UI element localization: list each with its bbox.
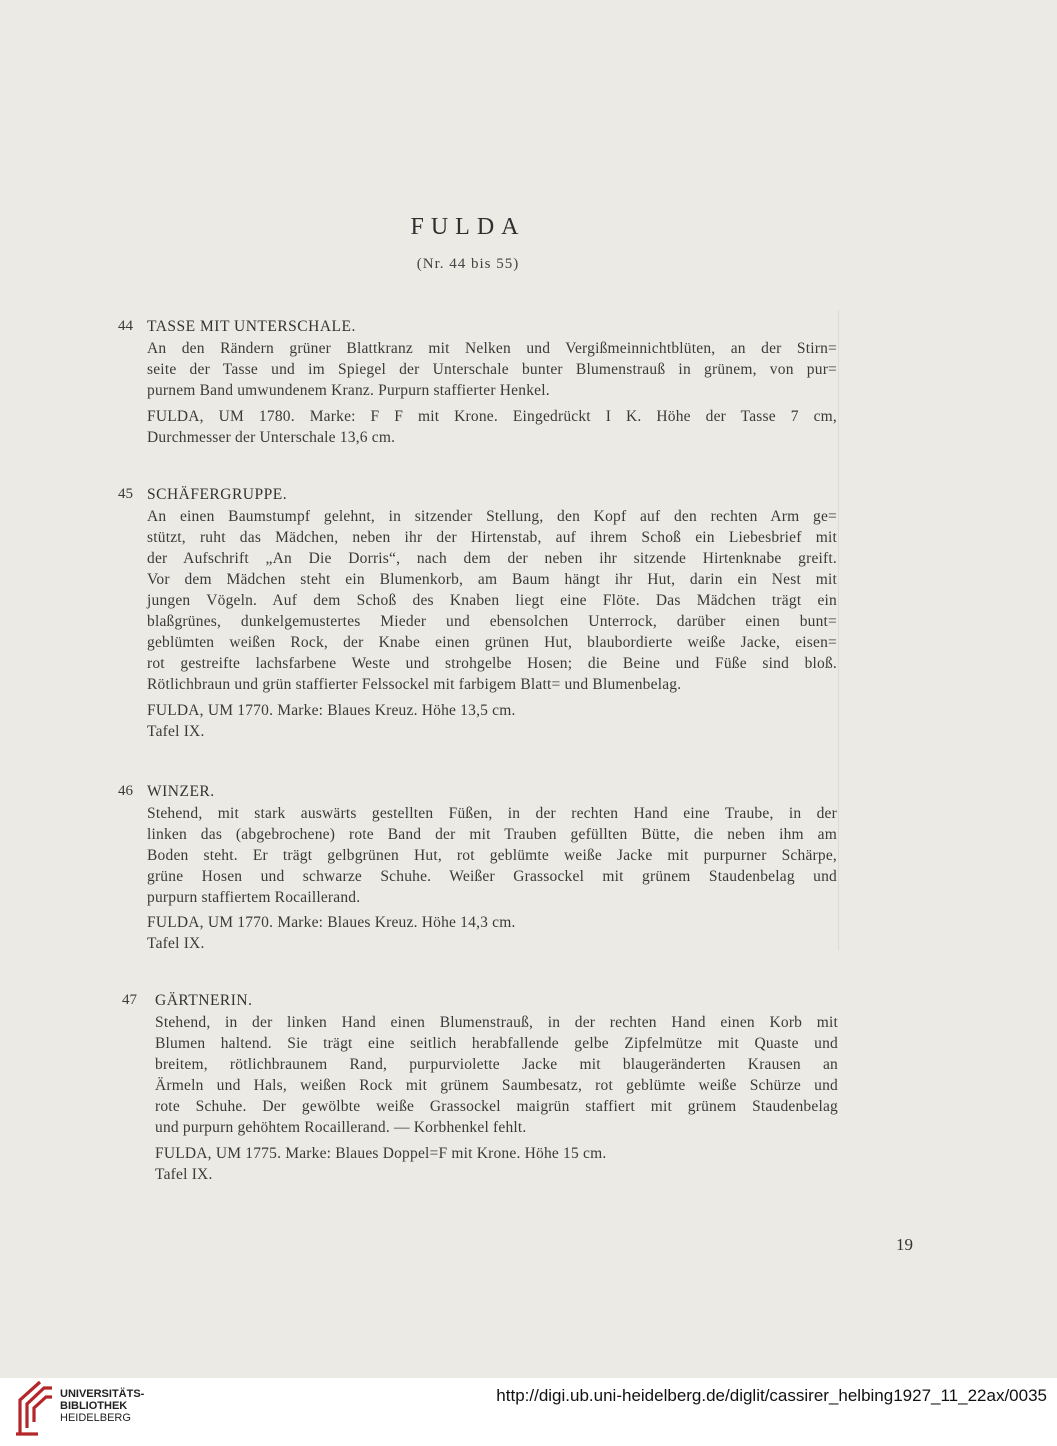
page-title: FULDA: [410, 214, 526, 240]
entry-number: 44: [118, 318, 133, 334]
entry-text-line: blaßgrünes, dunkelgemustertes Mieder und ebensolchen Unterrock, darüber einen bunt=: [147, 613, 837, 630]
entry-text-line: jungen Vögeln. Auf dem Schoß des Knaben liegt eine Flöte. Das Mädchen trägt ein: [147, 592, 837, 609]
library-name-line: UNIVERSITÄTS-: [60, 1388, 145, 1400]
entry-provenance-line: FULDA, UM 1780. Marke: F F mit Krone. Eingedrückt I K. Höhe der Tasse 7 cm,: [147, 408, 837, 425]
entry-provenance-line: FULDA, UM 1775. Marke: Blaues Doppel=F mit Krone. Höhe 15 cm.: [155, 1145, 607, 1162]
entry-number: 46: [118, 783, 133, 799]
entry-text-line: Rötlichbraun und grün staffierter Felssockel mit farbigem Blatt= und Blumenbelag.: [147, 676, 682, 693]
entry-heading: WINZER.: [147, 783, 215, 800]
entry-heading: GÄRTNERIN.: [155, 992, 253, 1009]
entry-heading: TASSE MIT UNTERSCHALE.: [147, 318, 356, 335]
entry-text-line: stützt, ruht das Mädchen, neben ihr der Hirtenstab, auf ihrem Schoß ein Liebesbrief mit: [147, 529, 837, 546]
entry-text-line: Boden steht. Er trägt gelbgrünen Hut, rot geblümte weiße Jacke mit purpurner Schärpe,: [147, 847, 837, 864]
entry-text-line: der Aufschrift „An Die Dorris“, nach dem der neben ihr sitzende Hirtenknabe greift.: [147, 550, 837, 567]
entry-text-line: und purpurn gehöhtem Rocaillerand. — Korbhenkel fehlt.: [155, 1119, 527, 1136]
entry-text-line: Ärmeln und Hals, weißen Rock mit grünem Saumbesatz, rot geblümte weiße Schürze und: [155, 1077, 838, 1094]
entry-text-line: grüne Hosen und schwarze Schuhe. Weißer Grassockel mit grünem Staudenbelag und: [147, 868, 837, 885]
entry-text-line: linken das (abgebrochene) rote Band der mit Trauben gefüllten Bütte, die neben ihm am: [147, 826, 837, 843]
entry-plate-reference: Tafel IX.: [147, 723, 205, 740]
entry-heading: SCHÄFERGRUPPE.: [147, 486, 288, 503]
entry-text-line: rote Schuhe. Der gewölbte weiße Grassockel maigrün staffiert mit grünem Staudenbelag: [155, 1098, 838, 1115]
entry-text-line: Stehend, mit stark auswärts gestellten Füßen, in der rechten Hand eine Traube, in der: [147, 805, 837, 822]
university-library-logo-icon: [14, 1378, 54, 1436]
entry-provenance-line: Durchmesser der Unterschale 13,6 cm.: [147, 429, 396, 446]
entry-provenance-line: FULDA, UM 1770. Marke: Blaues Kreuz. Höhe 13,5 cm.: [147, 702, 516, 719]
entry-plate-reference: Tafel IX.: [147, 935, 205, 952]
library-name: [60, 1388, 144, 1424]
page-number: 19: [896, 1235, 913, 1254]
footer-bar: [0, 1378, 1057, 1446]
library-name-line: HEIDELBERG: [60, 1412, 131, 1424]
entry-text-line: Vor dem Mädchen steht ein Blumenkorb, am Baum hängt ihr Hut, darin ein Nest mit: [147, 571, 837, 588]
entry-number: 45: [118, 486, 133, 502]
entry-text-line: geblümten weißen Rock, der Knabe einen grünen Hut, blaubordierte weiße Jacke, eisen=: [147, 634, 837, 651]
entry-text-line: Blumen haltend. Sie trägt eine seitlich herabfallende gelbe Zipfelmütze mit Quaste und: [155, 1035, 838, 1052]
library-name-line: BIBLIOTHEK: [60, 1400, 128, 1412]
entry-text-line: purpurn staffiertem Rocaillerand.: [147, 889, 361, 906]
entry-number: 47: [122, 992, 137, 1008]
entry-text-line: seite der Tasse und im Spiegel der Unterschale bunter Blumenstrauß in grünem, von pur=: [147, 361, 837, 378]
page-edge-shadow: [838, 310, 839, 950]
entry-text-line: An einen Baumstumpf gelehnt, in sitzender Stellung, den Kopf auf den rechten Arm ge=: [147, 508, 837, 525]
entry-text-line: An den Rändern grüner Blattkranz mit Nelken und Vergißmeinnichtblüten, an der Stirn=: [147, 340, 837, 357]
entry-text-line: breitem, rötlichbraunem Rand, purpurviolette Jacke mit blaugeränderten Krausen an: [155, 1056, 838, 1073]
entry-text-line: purnem Band umwundenem Kranz. Purpurn staffierter Henkel.: [147, 382, 550, 399]
entry-provenance-line: FULDA, UM 1770. Marke: Blaues Kreuz. Höhe 14,3 cm.: [147, 914, 516, 931]
entry-text-line: rot gestreifte lachsfarbene Weste und strohgelbe Hosen; die Beine und Füße sind bloß.: [147, 655, 837, 672]
source-url-link[interactable]: http://digi.ub.uni-heidelberg.de/diglit/cassirer_helbing1927_11_22ax/0035: [496, 1386, 1047, 1405]
entry-plate-reference: Tafel IX.: [155, 1166, 213, 1183]
entry-text-line: Stehend, in der linken Hand einen Blumenstrauß, in der rechten Hand einen Korb mit: [155, 1014, 838, 1031]
page-subtitle: (Nr. 44 bis 55): [416, 256, 520, 272]
